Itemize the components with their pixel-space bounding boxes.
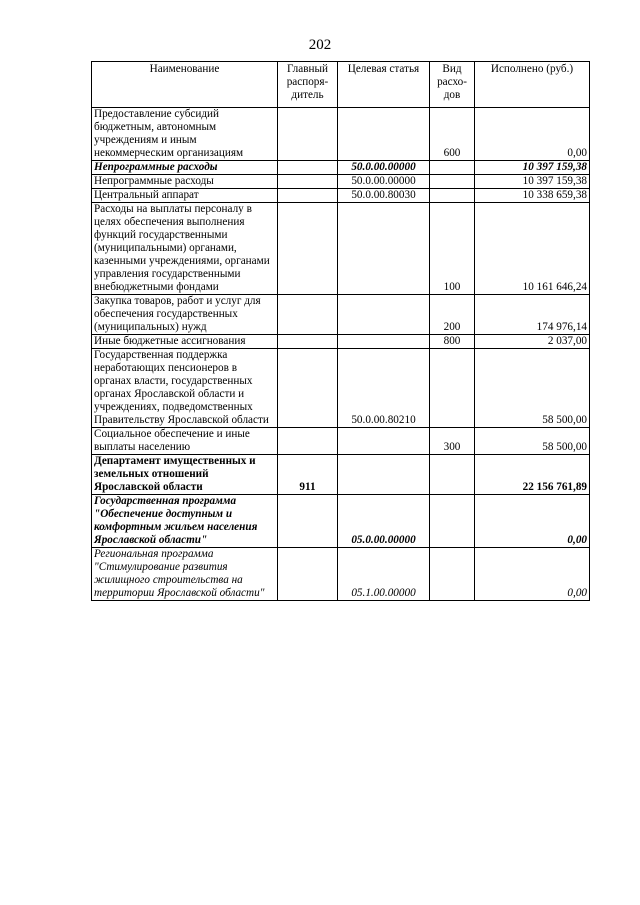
cell-name: Закупка товаров, работ и услуг для обеспечения государственных (муниципальных) нужд	[92, 295, 278, 335]
cell-admin	[278, 175, 338, 189]
cell-type: 600	[430, 108, 475, 161]
cell-type: 300	[430, 428, 475, 455]
cell-target: 50.0.00.80030	[338, 189, 430, 203]
cell-target: 05.0.00.00000	[338, 495, 430, 548]
table-row	[92, 203, 590, 295]
cell-name: Государственная поддержка неработающих пенсионеров в органах власти, государственных органах Ярославской области и учреждениях, подведомственных Правительству Ярославской области	[92, 349, 278, 428]
cell-type	[430, 548, 475, 601]
cell-type	[430, 189, 475, 203]
cell-amount: 174 976,14	[475, 295, 590, 335]
cell-type: 100	[430, 203, 475, 295]
cell-target	[338, 428, 430, 455]
table-row	[92, 295, 590, 335]
cell-target: 50.0.00.00000	[338, 175, 430, 189]
cell-amount: 58 500,00	[475, 428, 590, 455]
header-amount: Исполнено (руб.)	[475, 62, 590, 108]
table-row	[92, 108, 590, 161]
cell-target: 50.0.00.80210	[338, 349, 430, 428]
cell-admin	[278, 161, 338, 175]
cell-name: Непрограммные расходы	[92, 175, 278, 189]
table-row	[92, 335, 590, 349]
cell-name: Расходы на выплаты персоналу в целях обеспечения выполнения функций государственными (муниципальными) органами, казенными учреждениями, органами управления государственными внебюджетными фондами	[92, 203, 278, 295]
table-row	[92, 161, 590, 175]
cell-target	[338, 455, 430, 495]
cell-amount: 0,00	[475, 548, 590, 601]
cell-name: Региональная программа "Стимулирование развития жилищного строительства на территории Ярославской области"	[92, 548, 278, 601]
table-row	[92, 455, 590, 495]
cell-name: Предоставление субсидий бюджетным, автономным учреждениям и иным некоммерческим организациям	[92, 108, 278, 161]
header-admin: Главный распоря- дитель	[278, 62, 338, 108]
header-type: Вид расхо- дов	[430, 62, 475, 108]
cell-amount: 10 397 159,38	[475, 161, 590, 175]
cell-amount: 10 397 159,38	[475, 175, 590, 189]
cell-name: Центральный аппарат	[92, 189, 278, 203]
table-header	[92, 62, 590, 108]
cell-amount: 0,00	[475, 108, 590, 161]
table-row	[92, 189, 590, 203]
cell-admin	[278, 108, 338, 161]
cell-target	[338, 108, 430, 161]
table-row	[92, 428, 590, 455]
cell-target	[338, 335, 430, 349]
cell-amount: 10 338 659,38	[475, 189, 590, 203]
table-row	[92, 349, 590, 428]
cell-name: Иные бюджетные ассигнования	[92, 335, 278, 349]
cell-name: Департамент имущественных и земельных отношений Ярославской области	[92, 455, 278, 495]
header-row	[92, 62, 590, 108]
cell-target: 50.0.00.00000	[338, 161, 430, 175]
cell-amount: 0,00	[475, 495, 590, 548]
table-row	[92, 548, 590, 601]
cell-admin	[278, 203, 338, 295]
cell-target: 05.1.00.00000	[338, 548, 430, 601]
cell-admin	[278, 495, 338, 548]
cell-type	[430, 495, 475, 548]
header-name: Наименование	[92, 62, 278, 108]
table-row	[92, 175, 590, 189]
cell-admin	[278, 189, 338, 203]
cell-name: Государственная программа "Обеспечение доступным и комфортным жильем населения Ярославской области"	[92, 495, 278, 548]
cell-admin	[278, 335, 338, 349]
cell-admin	[278, 548, 338, 601]
cell-type: 200	[430, 295, 475, 335]
table-body	[92, 108, 590, 601]
cell-type	[430, 455, 475, 495]
cell-admin	[278, 428, 338, 455]
cell-target	[338, 295, 430, 335]
header-target: Целевая статья	[338, 62, 430, 108]
cell-admin	[278, 295, 338, 335]
table-row	[92, 495, 590, 548]
cell-amount: 58 500,00	[475, 349, 590, 428]
cell-type	[430, 161, 475, 175]
cell-amount: 10 161 646,24	[475, 203, 590, 295]
cell-admin	[278, 349, 338, 428]
cell-name: Непрограммные расходы	[92, 161, 278, 175]
cell-target	[338, 203, 430, 295]
cell-name: Социальное обеспечение и иные выплаты населению	[92, 428, 278, 455]
cell-type	[430, 175, 475, 189]
cell-amount: 2 037,00	[475, 335, 590, 349]
cell-amount: 22 156 761,89	[475, 455, 590, 495]
cell-type: 800	[430, 335, 475, 349]
cell-admin: 911	[278, 455, 338, 495]
page-number: 202	[308, 37, 332, 53]
cell-type	[430, 349, 475, 428]
budget-table	[91, 61, 590, 601]
